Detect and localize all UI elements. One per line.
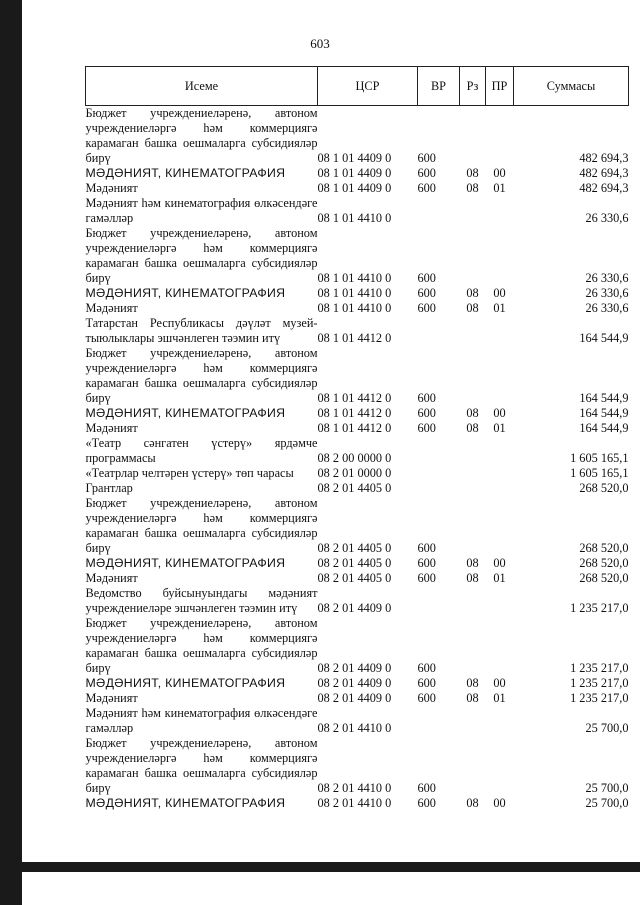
- table-row: [86, 421, 629, 436]
- table-row: [86, 106, 629, 167]
- row-pr: 01: [493, 571, 506, 585]
- table-row: [86, 316, 629, 346]
- table-row: [86, 706, 629, 736]
- row-vr: [418, 706, 460, 736]
- row-csr: 08 2 01 4409 0: [317, 601, 392, 615]
- row-rz: 08: [466, 406, 479, 420]
- row-name: МӘДӘНИЯТ, КИНЕМАТОГРАФИЯ: [85, 796, 286, 810]
- row-name: МӘДӘНИЯТ, КИНЕМАТОГРАФИЯ: [85, 556, 286, 570]
- row-name: «Театрлар челтәрен үстерү» төп чарасы: [85, 466, 294, 480]
- table-row: [86, 796, 629, 811]
- row-name: Мәдәният һәм кинематография өлкәсендәге гамәлләр: [85, 196, 318, 225]
- row-csr: 08 2 01 4409 0: [317, 691, 392, 705]
- row-rz: [460, 616, 486, 676]
- row-rz: [460, 346, 486, 406]
- row-vr: 600: [417, 676, 436, 690]
- row-vr: 600: [417, 661, 436, 675]
- row-pr: 00: [493, 166, 506, 180]
- row-sum: 1 235 217,0: [570, 676, 629, 690]
- row-sum: 26 330,6: [585, 301, 629, 315]
- row-pr: [486, 226, 514, 286]
- row-name: МӘДӘНИЯТ, КИНЕМАТОГРАФИЯ: [85, 286, 286, 300]
- table-row: [86, 436, 629, 466]
- row-pr: 00: [493, 286, 506, 300]
- row-csr: 08 2 01 4410 0: [317, 796, 392, 810]
- row-sum: 164 544,9: [579, 331, 629, 345]
- column-header-name: Исеме: [86, 67, 318, 106]
- table-row: [86, 496, 629, 556]
- table-row: [86, 301, 629, 316]
- row-sum: 164 544,9: [579, 406, 629, 420]
- row-vr: [418, 481, 460, 496]
- table-row: [86, 556, 629, 571]
- row-csr: 08 1 01 4410 0: [317, 211, 392, 225]
- row-csr: 08 1 01 4409 0: [317, 166, 392, 180]
- table-row: [86, 736, 629, 796]
- row-pr: 00: [493, 676, 506, 690]
- row-name: Бюджет учреждениеләренә, автоном учреждениеләргә һәм коммерциягә карамаган башка оешмаларга субсидияләр бирү: [85, 616, 318, 675]
- row-name: МӘДӘНИЯТ, КИНЕМАТОГРАФИЯ: [85, 166, 286, 180]
- row-csr: 08 1 01 4412 0: [317, 406, 392, 420]
- row-rz: [460, 316, 486, 346]
- row-csr: 08 2 01 4405 0: [317, 481, 392, 495]
- row-name: Мәдәният: [85, 691, 138, 705]
- row-sum: 26 330,6: [585, 271, 629, 285]
- row-rz: 08: [466, 571, 479, 585]
- row-vr: [418, 316, 460, 346]
- row-pr: 01: [493, 301, 506, 315]
- row-rz: 08: [466, 166, 479, 180]
- row-rz: [460, 226, 486, 286]
- row-rz: [460, 106, 486, 167]
- row-vr: [418, 196, 460, 226]
- row-vr: 600: [417, 406, 436, 420]
- row-pr: 01: [493, 691, 506, 705]
- row-sum: 482 694,3: [579, 181, 629, 195]
- row-pr: [486, 196, 514, 226]
- row-sum: 482 694,3: [579, 166, 629, 180]
- row-sum: 164 544,9: [579, 391, 629, 405]
- row-csr: 08 2 01 0000 0: [317, 466, 392, 480]
- row-csr: 08 1 01 4412 0: [317, 391, 392, 405]
- row-pr: [486, 466, 514, 481]
- row-pr: [486, 106, 514, 167]
- scan-edge-left: [0, 0, 22, 905]
- row-pr: 00: [493, 406, 506, 420]
- row-pr: 01: [493, 181, 506, 195]
- row-sum: 25 700,0: [585, 721, 629, 735]
- row-pr: [486, 736, 514, 796]
- row-rz: [460, 706, 486, 736]
- row-rz: [460, 436, 486, 466]
- row-vr: 600: [417, 571, 436, 585]
- row-pr: [486, 316, 514, 346]
- table-row: [86, 466, 629, 481]
- row-name: Мәдәният һәм кинематография өлкәсендәге гамәлләр: [85, 706, 318, 735]
- row-csr: 08 1 01 4412 0: [317, 421, 392, 435]
- table-row: [86, 571, 629, 586]
- column-header-csr: ЦСР: [318, 67, 418, 106]
- scan-edge-bottom: [22, 862, 640, 872]
- table-row: [86, 196, 629, 226]
- row-pr: 01: [493, 421, 506, 435]
- row-rz: [460, 466, 486, 481]
- row-name: Бюджет учреждениеләренә, автоном учреждениеләргә һәм коммерциягә карамаган башка оешмаларга субсидияләр бирү: [85, 496, 318, 555]
- row-pr: [486, 706, 514, 736]
- row-sum: 268 520,0: [579, 481, 629, 495]
- row-name: Мәдәният: [85, 301, 138, 315]
- row-vr: 600: [417, 301, 436, 315]
- row-pr: 00: [493, 556, 506, 570]
- row-rz: [460, 736, 486, 796]
- row-name: Бюджет учреждениеләренә, автоном учреждениеләргә һәм коммерциягә карамаган башка оешмаларга субсидияләр бирү: [85, 226, 318, 285]
- row-pr: [486, 436, 514, 466]
- row-rz: 08: [466, 181, 479, 195]
- row-sum: 164 544,9: [579, 421, 629, 435]
- row-sum: 268 520,0: [579, 541, 629, 555]
- row-rz: [460, 481, 486, 496]
- row-csr: 08 1 01 4409 0: [317, 181, 392, 195]
- row-rz: 08: [466, 301, 479, 315]
- row-sum: 1 605 165,1: [570, 451, 629, 465]
- row-name: Ведомство буйсынуындагы мәдәният учреждениеләре эшчәнлеген тәэмин итү: [85, 586, 318, 615]
- table-header-row: [86, 67, 629, 106]
- row-csr: 08 2 01 4410 0: [317, 721, 392, 735]
- row-pr: [486, 616, 514, 676]
- column-header-rz: Рз: [460, 67, 486, 106]
- row-rz: 08: [466, 796, 479, 810]
- row-sum: 26 330,6: [585, 286, 629, 300]
- row-name: Бюджет учреждениеләренә, автоном учреждениеләргә һәм коммерциягә карамаган башка оешмаларга субсидияләр бирү: [85, 736, 318, 795]
- row-sum: 268 520,0: [579, 571, 629, 585]
- row-name: Бюджет учреждениеләренә, автоном учреждениеләргә һәм коммерциягә карамаган башка оешмаларга субсидияләр бирү: [85, 346, 318, 405]
- row-pr: [486, 586, 514, 616]
- row-csr: 08 2 01 4405 0: [317, 571, 392, 585]
- table-row: [86, 406, 629, 421]
- table-row: [86, 481, 629, 496]
- row-csr: 08 2 01 4405 0: [317, 541, 392, 555]
- row-csr: 08 1 01 4410 0: [317, 271, 392, 285]
- row-vr: [418, 466, 460, 481]
- row-vr: 600: [417, 421, 436, 435]
- row-csr: 08 2 01 4409 0: [317, 676, 392, 690]
- row-name: Татарстан Республикасы дәүләт музей-тыюлыклары эшчәнлеген тәэмин итү: [85, 316, 318, 345]
- row-rz: [460, 196, 486, 226]
- row-sum: 26 330,6: [585, 211, 629, 225]
- column-header-sum: Суммасы: [514, 67, 629, 106]
- row-rz: 08: [466, 556, 479, 570]
- row-name: Грантлар: [85, 481, 133, 495]
- table-row: [86, 166, 629, 181]
- row-csr: 08 2 01 4409 0: [317, 661, 392, 675]
- row-sum: 1 605 165,1: [570, 466, 629, 480]
- row-vr: 600: [417, 781, 436, 795]
- row-pr: [486, 346, 514, 406]
- row-sum: 1 235 217,0: [570, 661, 629, 675]
- row-name: Мәдәният: [85, 571, 138, 585]
- table-row: [86, 586, 629, 616]
- row-vr: 600: [417, 286, 436, 300]
- row-csr: 08 1 01 4410 0: [317, 301, 392, 315]
- column-header-pr: ПР: [486, 67, 514, 106]
- column-header-vr: ВР: [418, 67, 460, 106]
- budget-table: [85, 66, 629, 811]
- row-vr: 600: [417, 181, 436, 195]
- row-vr: 600: [417, 691, 436, 705]
- row-pr: [486, 496, 514, 556]
- row-rz: 08: [466, 421, 479, 435]
- row-csr: 08 1 01 4410 0: [317, 286, 392, 300]
- row-csr: 08 1 01 4412 0: [317, 331, 392, 345]
- row-vr: 600: [417, 541, 436, 555]
- row-name: МӘДӘНИЯТ, КИНЕМАТОГРАФИЯ: [85, 406, 286, 420]
- row-sum: 1 235 217,0: [570, 691, 629, 705]
- table-row: [86, 691, 629, 706]
- table-row: [86, 346, 629, 406]
- row-name: МӘДӘНИЯТ, КИНЕМАТОГРАФИЯ: [85, 676, 286, 690]
- row-vr: 600: [417, 391, 436, 405]
- row-vr: [418, 436, 460, 466]
- table-body: [86, 106, 629, 812]
- row-vr: 600: [417, 271, 436, 285]
- row-sum: 268 520,0: [579, 556, 629, 570]
- row-csr: 08 1 01 4409 0: [317, 151, 392, 165]
- table-row: [86, 676, 629, 691]
- row-rz: 08: [466, 691, 479, 705]
- row-rz: 08: [466, 676, 479, 690]
- row-sum: 25 700,0: [585, 796, 629, 810]
- row-csr: 08 2 01 4410 0: [317, 781, 392, 795]
- table-row: [86, 286, 629, 301]
- row-vr: 600: [417, 151, 436, 165]
- row-name: Мәдәният: [85, 421, 138, 435]
- table-row: [86, 181, 629, 196]
- row-vr: 600: [417, 166, 436, 180]
- row-name: Мәдәният: [85, 181, 138, 195]
- row-csr: 08 2 00 0000 0: [317, 451, 392, 465]
- row-rz: [460, 496, 486, 556]
- row-name: «Театр сәнгатен үстерү» ярдәмче программасы: [85, 436, 318, 465]
- row-sum: 1 235 217,0: [570, 601, 629, 615]
- row-csr: 08 2 01 4405 0: [317, 556, 392, 570]
- row-sum: 25 700,0: [585, 781, 629, 795]
- row-rz: 08: [466, 286, 479, 300]
- row-vr: 600: [417, 796, 436, 810]
- table-row: [86, 226, 629, 286]
- row-pr: [486, 481, 514, 496]
- row-vr: 600: [417, 556, 436, 570]
- row-vr: [418, 586, 460, 616]
- table-row: [86, 616, 629, 676]
- row-rz: [460, 586, 486, 616]
- page-number: 603: [310, 36, 330, 51]
- row-pr: 00: [493, 796, 506, 810]
- row-sum: 482 694,3: [579, 151, 629, 165]
- row-name: Бюджет учреждениеләренә, автоном учреждениеләргә һәм коммерциягә карамаган башка оешмаларга субсидияләр бирү: [85, 106, 318, 165]
